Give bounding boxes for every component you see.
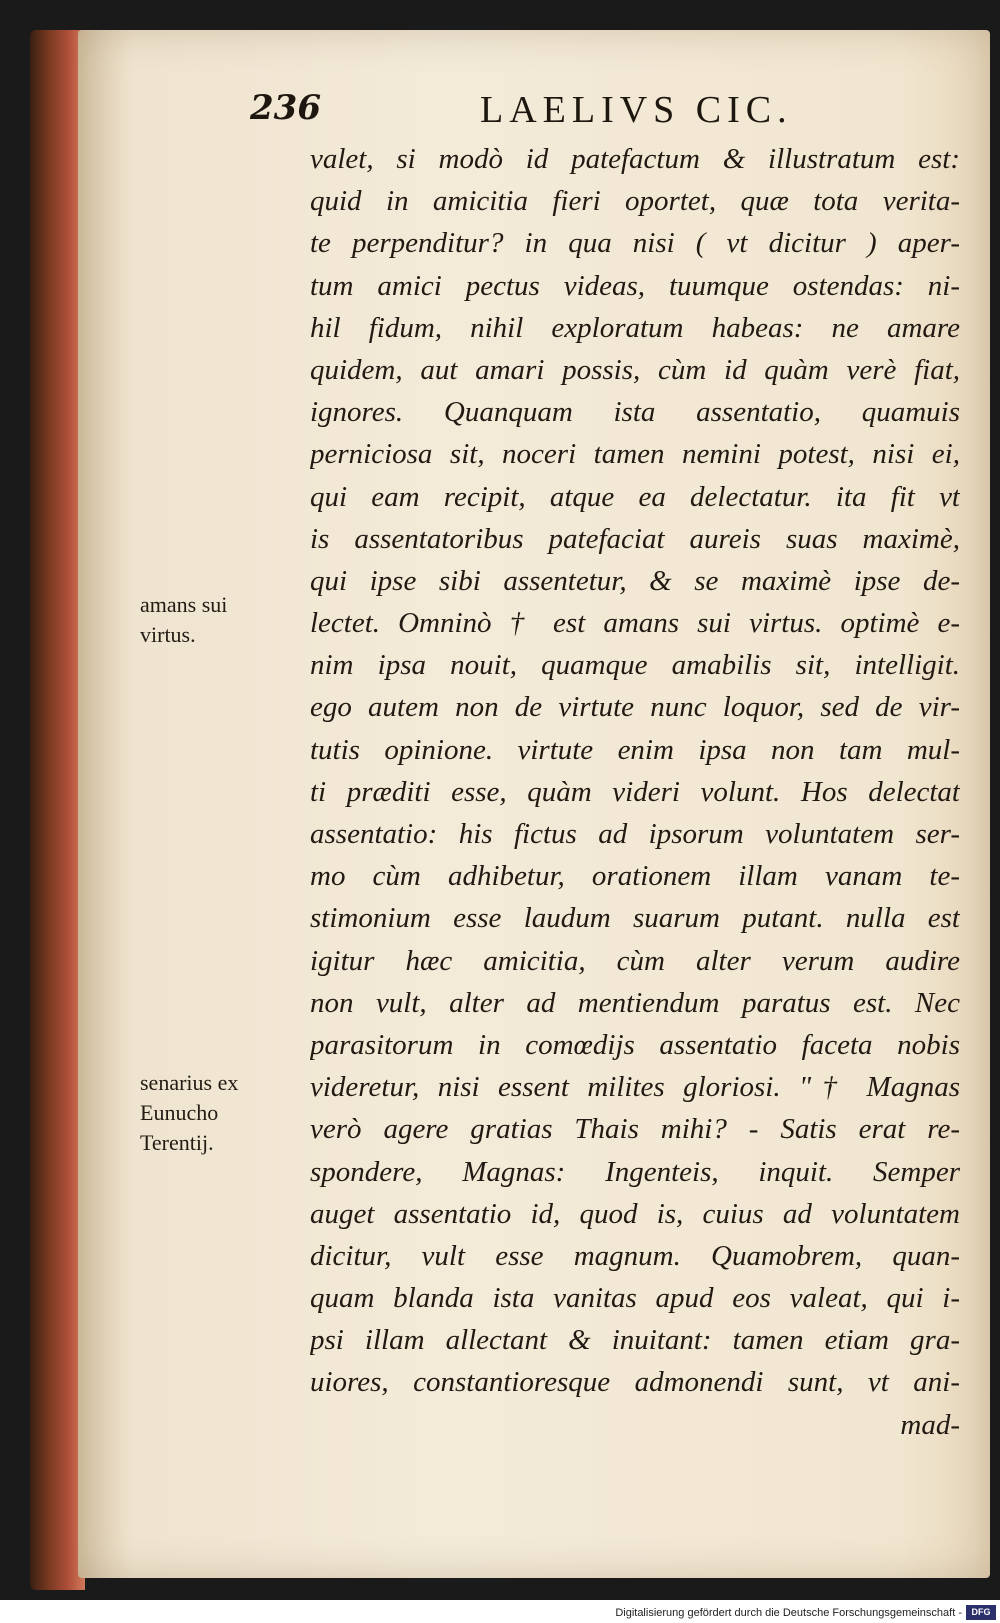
text-line: te perpenditur? in qua nisi ( vt dicitur ) aper- [310, 227, 960, 260]
text-line: valet, si modò id patefactum & illustratum est: [310, 143, 960, 175]
book-edge [30, 30, 85, 1590]
text-line: qui eam recipit, atque ea delectatur. ita fit vt [310, 480, 960, 513]
text-line: parasitorum in comœdijs assentatio faceta nobis [310, 1028, 960, 1061]
marginal-note-line: amans sui [140, 592, 228, 617]
text-line: mo cùm adhibetur, orationem illam vanam te- [310, 860, 960, 893]
text-line: quidem, aut amari possis, cùm id quàm verè fiat, [310, 353, 960, 386]
text-line: igitur hæc amicitia, cùm alter verum audire [310, 944, 960, 977]
marginal-note-line: senarius ex [140, 1070, 239, 1095]
marginal-note-line: Terentij. [140, 1130, 214, 1155]
text-line: ti præditi esse, quàm videri volunt. Hos delectat [310, 775, 960, 808]
text-line: is assentatoribus patefaciat aureis suas maximè, [310, 522, 960, 555]
marginal-note-line: Eunucho [140, 1100, 219, 1125]
text-line: lectet. Omninò † est amans sui virtus. optimè e- [310, 607, 960, 640]
marginal-note-senarius [140, 1068, 310, 1158]
text-line: verò agere gratias Thais mihi? - Satis erat re- [310, 1113, 960, 1146]
text-line: stimonium esse laudum suarum putant. nulla est [310, 902, 960, 935]
marginal-note-line: virtus. [140, 622, 196, 647]
text-line: quid in amicitia fieri oportet, quæ tota verita- [310, 185, 960, 218]
text-line: tutis opinione. virtute enim ipsa non tam mul- [310, 733, 960, 766]
text-line: qui ipse sibi assentetur, & se maximè ipse de- [310, 564, 960, 597]
text-line: spondere, Magnas: Ingenteis, inquit. Semper [310, 1155, 960, 1188]
text-line: tum amici pectus videas, tuumque ostendas: ni- [310, 269, 960, 302]
text-line: dicitur, vult esse magnum. Quamobrem, quan- [310, 1239, 960, 1272]
marginal-note-amans-sui [140, 590, 310, 650]
text-line: mad- [900, 1408, 960, 1441]
text-line: uiores, constantioresque admonendi sunt, vt ani- [310, 1366, 960, 1399]
text-line: hil fidum, nihil exploratum habeas: ne amare [310, 311, 960, 344]
text-line: perniciosa sit, noceri tamen nemini potest, nisi ei, [310, 438, 960, 471]
dfg-logo: DFG [966, 1605, 996, 1620]
page-header [250, 88, 940, 138]
text-line: non vult, alter ad mentiendum paratus est. Nec [310, 986, 960, 1019]
text-line: videretur, nisi essent milites gloriosi. "† Magnas [310, 1071, 960, 1104]
text-line: auget assentatio id, quod is, cuius ad voluntatem [310, 1197, 960, 1230]
footer-credit: Digitalisierung gefördert durch die Deutsche Forschungsgemeinschaft - [615, 1607, 962, 1619]
text-line: ego autem non de virtute nunc loquor, sed de vir- [310, 691, 960, 724]
text-line: ignores. Quanquam ista assentatio, quamuis [310, 396, 960, 429]
text-line: nim ipsa nouit, quamque amabilis sit, intelligit. [310, 649, 960, 682]
text-line: psi illam allectant & inuitant: tamen etiam gra- [310, 1324, 960, 1357]
page-number: 236 [250, 88, 321, 128]
running-head: LAELIVS CIC. [480, 89, 793, 131]
body-text [310, 138, 960, 1446]
text-line: quam blanda ista vanitas apud eos valeat, qui i- [310, 1282, 960, 1315]
text-line: assentatio: his fictus ad ipsorum voluntatem ser- [310, 818, 960, 850]
